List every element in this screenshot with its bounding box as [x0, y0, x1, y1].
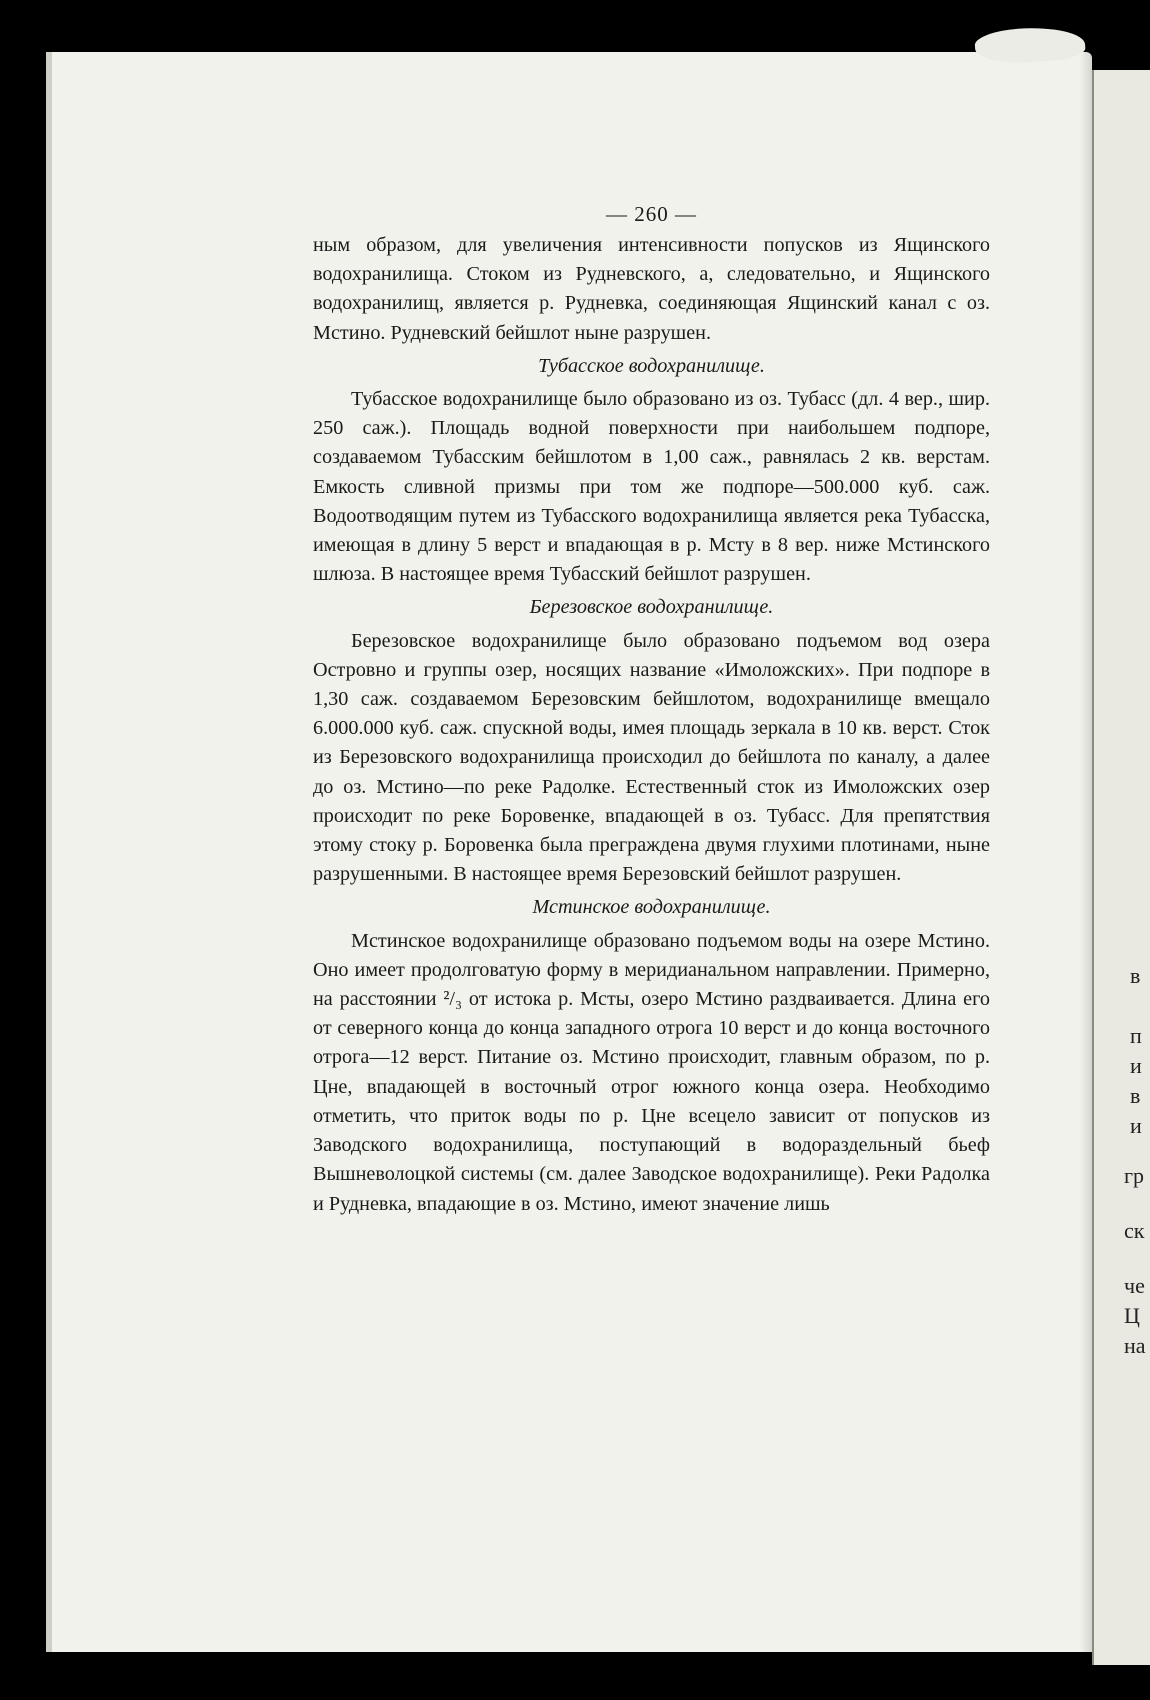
next-page-fragment: Ц — [1124, 1303, 1140, 1328]
paragraph-continuation: ным образом, для увеличения интенсивности попусков из Ящинского водохранилища. Стоком из Рудневского, а, следовательно, и Ящинского водохранилищ, является р. Рудневка, соединяющая Ящинский канал с оз. Мстино. Рудневский бейшлот ныне разрушен. — [313, 234, 990, 344]
paragraph-tubass: Тубасское водохранилище было образовано из оз. Тубасс (дл. 4 вер., шир. 250 саж.). Площадь водной поверхности при наибольшем подпоре, создаваемом Тубасским бейшлотом в 1,00 саж., равнялась 2 кв. верстам. Емкость сливной призмы при том же подпоре—500.000 куб. саж. Водоотводящим путем из Тубасского водохранилища является река Тубасска, имеющая в длину 5 верст и впадающая в р. Мсту в 8 вер. ниже Мстинского шлюза. В настоящее время Тубасский бейшлот разрушен. — [313, 388, 990, 586]
paragraph-berezov: Березовское водохранилище было образовано подъемом вод озера Островно и группы озер, носящих название «Имоложских». При подпоре в 1,30 саж. создаваемом Березовским бейшлотом, водохранилище вмещало 6.000.000 куб. саж. спускной воды, имея площадь зеркала в 10 кв. верст. Сток из Березовского водохранилища происходил до бейшлота по каналу, а далее до оз. Мстино—по реке Радолке. Естественный сток из Имоложских озер происходит по реке Боровенке, впадающей в оз. Тубасс. Для препятствия этому стоку р. Боровенка была преграждена двумя глухими плотинами, ныне разрушенными. В настоящее время Березовский бейшлот разрушен. — [313, 629, 990, 886]
page-number: — 260 — — [606, 202, 697, 226]
next-page-fragment: че — [1124, 1273, 1145, 1298]
next-page-fragment: п — [1130, 1023, 1142, 1048]
page-content — [313, 197, 990, 1219]
page-gutter-shadow — [1080, 52, 1092, 1652]
heading-mstin: Мстинское водохранилище. — [532, 896, 771, 919]
next-page-fragment: и — [1130, 1053, 1142, 1078]
next-page-fragment: ск — [1124, 1218, 1145, 1243]
next-page-fragment: и — [1130, 1113, 1142, 1138]
next-page-fragment: на — [1124, 1333, 1146, 1358]
next-page-fragment: в — [1130, 1083, 1141, 1108]
next-page-fragment: гр — [1124, 1163, 1145, 1188]
paragraph-mstin: Мстинское водохранилище образовано подъемом воды на озере Мстино. Оно имеет продолговатую форму в меридианальном направлении. Примерно, на расстоянии ²/₃ от истока р. Мсты, озеро Мстино раздваивается. Длина его от северного конца до конца западного отрога 10 верст и до конца восточного отрога—12 верст. Питание оз. Мстино происходит, главным образом, по р. Цне, впадающей в восточный отрог южного конца озера. Необходимо отметить, что приток воды по р. Цне всецело зависит от попусков из Заводского водохранилища, поступающий в водораздельный бьеф Вышневолоцкой системы (см. далее Заводское водохранилище). Реки Радолка и Рудневка, впадающие в оз. Мстино, имеют значение лишь — [313, 929, 990, 1215]
heading-berezov: Березовское водохранилище. — [529, 596, 774, 619]
heading-tubass: Тубасское водохранилище. — [538, 354, 765, 377]
next-page-edge — [1092, 70, 1150, 1665]
next-page-fragment: в — [1130, 963, 1141, 988]
